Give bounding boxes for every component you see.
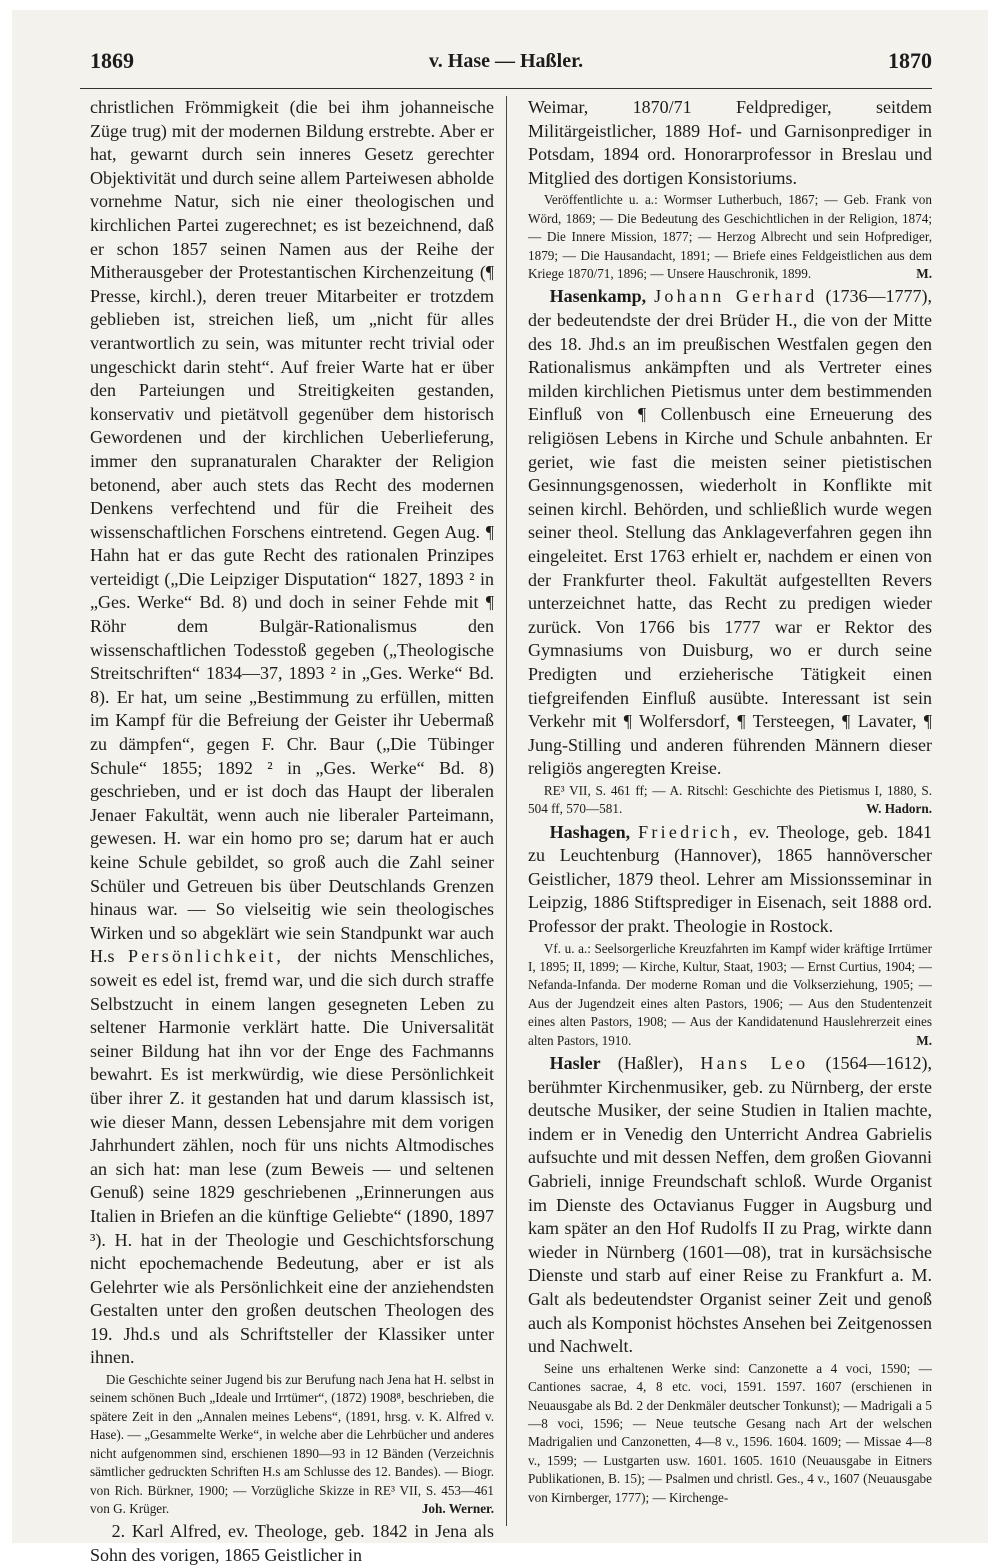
spaced-keyword: Persönlichkeit,: [128, 946, 285, 967]
entry-headword: Hashagen,: [549, 821, 631, 842]
entry-given-name: Hans Leo: [700, 1053, 809, 1074]
author-signature: Joh. Werner.: [421, 1500, 494, 1516]
page-number-right: 1870: [888, 48, 932, 73]
author-signature: W. Hadorn.: [866, 801, 932, 817]
entry-text: (1564—1612), berühmter Kirchenmusiker, geb. zu Nürnberg, der erste deutsche Musiker, der seine Studien in Italien machte, indem er in Venedig den Unterricht Andrea Gabrielis aufsuchte und mit dessen Neffen, dem großen Giovanni Gabrieli, innige Freundschaft schloß. Wurde Organist im Dienste des Octavianus Fugger in Augsburg und kam später an den Hof Rudolfs II zu Prag, wirkte dann wieder in Nürnberg (1601—08), trat in kursächsische Dienste und starb auf einer Reise zu Frankfurt a. M. Galt als bedeutendster Organist seiner Zeit und genoß auch als Komponist höchstes Ansehen bei Zeitgenossen und Nachwelt.: [528, 1053, 933, 1357]
paragraph-text: der nichts Menschliches, soweit es edel ist, fremd war, und die sich durch straffe Selbstzucht in einem langen gesegneten Leben zu seltener Harmonie verklärt hatte. Die Universalität seiner Bildung hat ihn vor der Enge des Fachmanns bewahrt. Es ist merkwürdig, wie diese Persönlichkeit über ihrer Z. it gestanden hat und darum klassisch ist, wie dieser Mann, dessen Lebensjahre mit dem vorigen Jahrhundert zählen, noch für uns nichts Altmodisches an sich hat: man lese (zum Beweis — und seltenen Genuß) seine 1829 geschriebenen „Erinnerungen aus Italien in Briefen an die künftige Geliebte“ (1890, 1897 ³). H. hat in der Theologie und Geschichtsforschung nicht epochemachende Bedeutung, aber er ist als Gelehrter wie als Persönlichkeit eine der anziehendsten Gestalten unter den großen deutschen Theologen des 19. Jhd.s und als Schriftsteller der Klassiker unter ihnen.: [90, 946, 494, 1368]
note-text: RE³ VII, S. 461 ff; — A. Ritschl: Geschichte des Pietismus I, 1880, S. 504 ff, 570—581.: [528, 782, 932, 817]
author-signature: M.: [916, 266, 932, 281]
body-paragraph: 2. Karl Alfred, ev. Theologe, geb. 1842 in Jena als Sohn des vorigen, 1865 Geistlicher in: [90, 1521, 494, 1565]
column-divider: [506, 96, 507, 1526]
header-rule: [80, 88, 932, 89]
body-paragraph: [90, 96, 494, 1370]
author-signature: M.: [916, 1032, 932, 1048]
running-head: [80, 44, 932, 84]
entry-headword: Hasenkamp,: [549, 286, 647, 307]
note-text: Veröffentlichte u. a.: Wormser Lutherbuch, 1867; — Geb. Frank von Wörd, 1869; — Die Bedeutung des Geschichtlichen in der Religion, 1874; — Die Innere Mission, 1877; — Herzog Albrecht und sein Hofprediger, 1879; — Die Hausandacht, 1891; — Briefe eines Feldgeistlichen aus dem Kriege 1870/71, 1896; — Unsere Hauschronik, 1899.: [528, 192, 932, 281]
page-number-left: 1869: [90, 48, 134, 73]
entry-hasler: [528, 1052, 932, 1359]
entry-alt-spelling: (Haßler),: [617, 1053, 684, 1074]
note-text: Vf. u. a.: Seelsorgerliche Kreuzfahrten im Kampf wider kräftige Irrtümer I, 1895; II, 1899; — Kirche, Kultur, Staat, 1903; — Ernst Curtius, 1904; — Nefanda-Infanda. Der moderne Roman und die Volkserziehung, 1905; — Aus der Jugendzeit eines alten Pastors, 1906; — Aus den Studentenzeit eines alten Pastors, 1908; — Aus der Kandidatenund Hauslehrerzeit eines alten Pastors, 1910.: [528, 940, 932, 1048]
bibliography-note: [528, 191, 932, 283]
left-column: [90, 96, 494, 1565]
bibliography-note: Seine uns erhaltenen Werke sind: Canzonette a 4 voci, 1590; — Cantiones sacrae, 4, 8 etc. voci, 1591. 1597. 1607 (erschienen in Neuausgabe als Bd. 2 der Denkmäler deutscher Tonkunst); — Madrigali a 5—8 voci, 1596; — Neue teutsche Gesang nach Art der welschen Madrigalien und Canzonetten, 4—8 v., 1596. 1604. 1609; — Missae 4—8 v., 1599; — Lustgarten usw. 1601. 1605. 1610 (Neuausgabe in Eitners Publikationen, B. 15); — Psalmen und christl. Ges., 4 v., 1607 (Neuausgabe von Kirnberger, 1777); — Kirchenge-: [528, 1360, 932, 1505]
note-text: Die Geschichte seiner Jugend bis zur Berufung nach Jena hat H. selbst in seinem schönen Buch „Ideale und Irrtümer“, (1872) 1908⁸, beschrieben, die spätere Zeit in den „Annalen meines Lebens“, (1891, hrsg. v. K. Alfred v. Hase). — „Gesammelte Werke“, in welche aber die Lehrbücher und anderes nicht aufgenommen sind, erschienen 1890—93 in 12 Bänden (Verzeichnis sämtlicher gedruckten Schriften H.s am Schlusse des 12. Bandes). — Biogr. von Rich. Bürkner, 1900; — Vorzügliche Skizze in RE³ VII, S. 453—461 von G. Krüger.: [90, 1372, 494, 1516]
entry-text: (1736—1777), der bedeutendste der drei Brüder H., die von der Mitte des 18. Jhd.s an im preußischen Westfalen gegen den Rationalismus ankämpften und als Vertreter eines milden kirchlichen Pietismus unter dem bestimmenden Einfluß von ¶ Collenbusch eine Erneuerung des religiösen Lebens in Kirche und Schule anbahnten. Er geriet, wie fast die meisten seiner pietistischen Gesinnungsgenossen, wiederholt in Konflikte mit seinen kirchl. Behörden, und schließlich wurde wegen seiner theol. Stellung das Anklageverfahren gegen ihn eingeleitet. Erst 1763 erhielt er, nachdem er einen von der Frankfurter theol. Fakultät aufgestellten Revers unterzeichnet hatte, das Recht zu predigen wieder zurück. Von 1766 bis 1777 war er Rektor des Gymnasiums von Duisburg, wo er durch seine Predigten und erzieherische Tätigkeit einen tiefgreifenden Einfluß ausübte. Interessant ist sein Verkehr mit ¶ Wolfersdorf, ¶ Tersteegen, ¶ Lavater, ¶ Jung-Stilling und anderen führenden Männern dieser religiös angeregten Kreise.: [528, 286, 932, 779]
bibliography-note: [528, 940, 932, 1050]
bibliography-note: [90, 1371, 494, 1518]
entry-given-name: Johann Gerhard: [654, 286, 818, 307]
right-column: [528, 96, 932, 1524]
entry-text: ev. Theologe, geb. 1841 zu Leuchtenburg (Hannover), 1865 hannöverscher Geistlicher, 1879 theol. Lehrer am Missionsseminar in Leipzig, 1886 Stiftsprediger in Eisenach, seit 1888 ord. Professor der prakt. Theologie in Rostock.: [528, 821, 933, 937]
paragraph-text: christlichen Frömmigkeit (die bei ihm johanneische Züge trug) mit der modernen Bildung erstrebte. Aber er hat, gewarnt durch sein inneres Gesetz gerechter Objektivität und durch seine allem Parteiwesen abholde vornehme Natur, sich nie einer theologischen und kirchlichen Partei zugerechnet; es ist bezeichnend, daß er schon 1857 seinen Namen aus der Reihe der Mitherausgeber der Protestantischen Kirchenzeitung (¶ Presse, kirchl.), deren treuer Mitarbeiter er trotzdem geblieben ist, streichen ließ, um „nicht für alles verantwortlich zu sein, was mitunter recht trivial oder ungeschickt darin steht“. Auf freier Warte hat er über den Parteiungen und Streitigkeiten gestanden, konservativ und pietätvoll gegenüber dem historisch Gewordenen und der kirchlichen Ueberlieferung, immer den supranaturalen Charakter der Religion betonend, aber auch stets das Recht des modernen Denkens verfechtend und für die Freiheit des wissenschaftlichen Forschens eintretend. Gegen Aug. ¶ Hahn hat er das gute Recht des rationalen Prinzipes verteidigt („Die Leipziger Disputation“ 1827, 1893 ² in „Ges. Werke“ Bd. 8) und doch in seiner Fehde mit ¶ Röhr dem Bulgär-Rationalismus den wissenschaftlichen Todesstoß gegeben („Theologische Streitschriften“ 1834—37, 1893 ² in „Ges. Werke“ Bd. 8). Er hat, um seine „Bestimmung zu erfüllen, mitten im Kampf für die Befreiung der Geister ihr Uebermaß zu dämpfen“, gegen F. Chr. Baur („Die Tübinger Schule“ 1855; 1892 ² in „Ges. Werke“ Bd. 8) geschrieben, und er ist doch das Haupt der liberalen Jenaer Fakultät, wenn auch nie liberaler Parteimann, gewesen. H. war ein homo pro se; darum hat er auch keine Schule gebildet, so groß auch die Zahl seiner Schüler und Getreuen bis über Deutschlands Grenzen hinaus war. — So vielseitig wie sein theologisches Wirken und so abgeklärt wie sein Standpunkt war auch H.s: [90, 97, 494, 967]
entry-headword: Hasler: [549, 1053, 601, 1074]
entry-hashagen: [528, 821, 932, 939]
entry-hasenkamp: [528, 285, 932, 780]
entry-given-name: Friedrich,: [638, 821, 742, 842]
bibliography-note: [528, 782, 932, 819]
running-title: v. Hase — Haßler.: [428, 50, 584, 72]
body-paragraph: Weimar, 1870/71 Feldprediger, seitdem Militärgeistlicher, 1889 Hof- und Garnisonprediger in Potsdam, 1894 ord. Honorarprofessor in Breslau und Mitglied des dortigen Konsistoriums.: [528, 97, 932, 188]
